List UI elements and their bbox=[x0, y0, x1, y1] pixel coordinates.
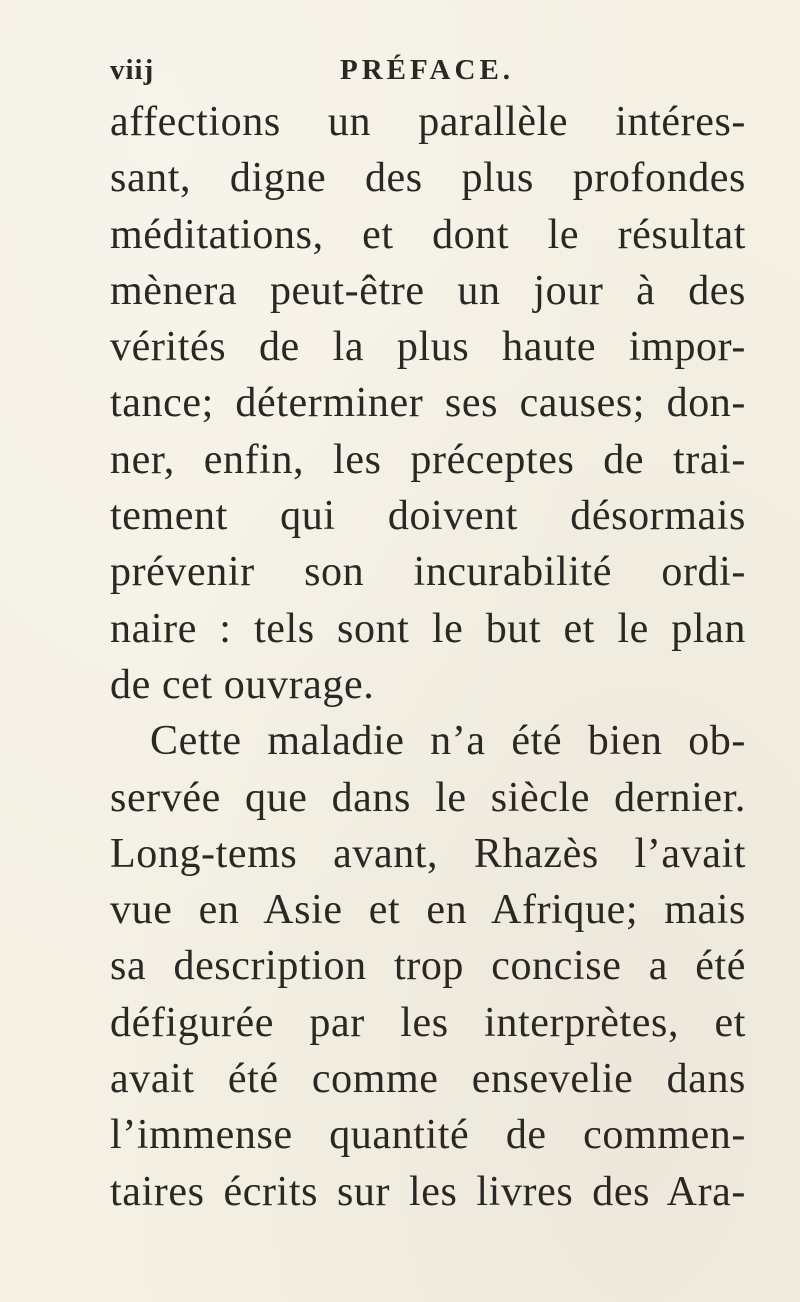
text-line: l’immense quantité de commen- bbox=[110, 1112, 746, 1159]
body-text bbox=[110, 94, 746, 1220]
paragraph-end-line: de cet ouvrage. bbox=[110, 661, 375, 708]
text-line: Long-tems avant, Rhazès l’avait bbox=[110, 830, 746, 877]
paragraph-start-line: Cette maladie n’a été bien ob- bbox=[150, 718, 746, 765]
text-line: sa description trop concise a été bbox=[110, 943, 746, 990]
text-line: servée que dans le siècle dernier. bbox=[110, 774, 746, 821]
text-line: défigurée par les interprètes, et bbox=[110, 999, 746, 1046]
text-line: naire : tels sont le but et le plan bbox=[110, 605, 746, 652]
text-line: affections un parallèle intéres- bbox=[110, 99, 746, 145]
page-header bbox=[110, 50, 750, 90]
text-line: tement qui doivent désormais bbox=[110, 493, 746, 540]
text-line: ner, enfin, les préceptes de trai- bbox=[110, 436, 746, 483]
text-line: taires écrits sur les livres des Ara- bbox=[110, 1168, 746, 1215]
text-line: avait été comme ensevelie dans bbox=[110, 1056, 746, 1103]
running-head: PRÉFACE. bbox=[340, 54, 515, 86]
text-line: mènera peut-être un jour à des bbox=[110, 267, 746, 314]
text-line: prévenir son incurabilité ordi- bbox=[110, 549, 746, 596]
text-line: vérités de la plus haute impor- bbox=[110, 324, 746, 371]
text-line: méditations, et dont le résultat bbox=[110, 211, 746, 258]
page-number: viij bbox=[110, 54, 155, 86]
text-line: tance; déterminer ses causes; don- bbox=[110, 380, 746, 427]
text-line: vue en Asie et en Afrique; mais bbox=[110, 887, 746, 934]
text-line: sant, digne des plus profondes bbox=[110, 155, 746, 202]
